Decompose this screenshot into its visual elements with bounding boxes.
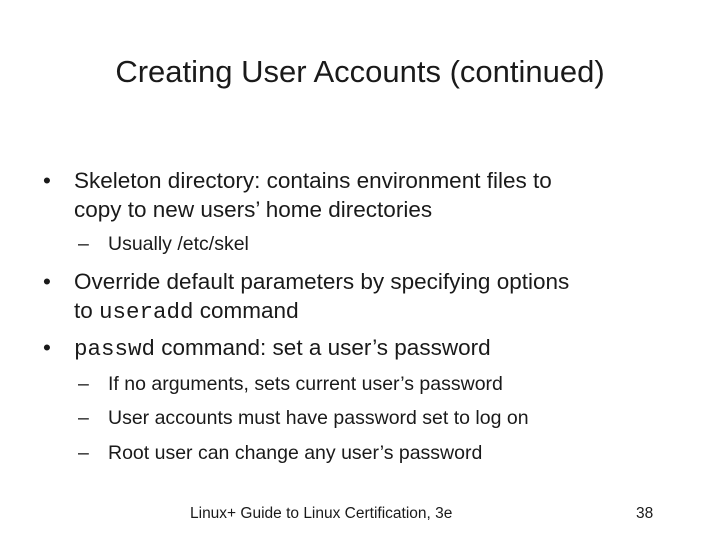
- bullet-skeleton-directory: [32, 166, 692, 224]
- sub-bullet-text: If no arguments, sets current user’s password: [108, 373, 503, 395]
- bullet-marker: •: [43, 335, 51, 360]
- sub-bullet-text: Root user can change any user’s password: [108, 442, 483, 464]
- sub-bullet-password-required: [78, 405, 688, 431]
- bullet-text-post: command: [193, 298, 299, 323]
- code-useradd: useradd: [99, 299, 194, 325]
- sub-bullet-no-arguments: [78, 371, 688, 397]
- bullet-override-defaults: [32, 267, 692, 327]
- bullet-marker: •: [43, 168, 51, 193]
- bullet-line: [74, 333, 692, 364]
- sub-bullet-text: Usually /etc/skel: [108, 233, 249, 255]
- page-number: 38: [636, 505, 654, 522]
- bullet-line: [74, 296, 692, 327]
- sub-bullet-etc-skel: [78, 231, 688, 257]
- sub-bullet-root-user: [78, 440, 688, 466]
- code-passwd: passwd: [74, 336, 156, 362]
- sub-bullet-marker: –: [78, 233, 89, 255]
- bullet-line: Skeleton directory: contains environment files to: [74, 168, 552, 193]
- sub-bullet-marker: –: [78, 373, 89, 395]
- bullet-marker: •: [43, 269, 51, 294]
- sub-bullet-marker: –: [78, 407, 89, 429]
- bullet-text-pre: to: [74, 298, 100, 323]
- footer-source: Linux+ Guide to Linux Certification, 3e: [190, 505, 453, 522]
- slide-title: Creating User Accounts (continued): [115, 54, 605, 89]
- sub-bullet-marker: –: [78, 442, 89, 464]
- bullet-line: Override default parameters by specifying options: [74, 269, 570, 294]
- bullet-line: copy to new users’ home directories: [74, 197, 433, 222]
- sub-bullet-text: User accounts must have password set to log on: [108, 407, 529, 429]
- bullet-text: command: set a user’s password: [155, 335, 491, 360]
- bullet-passwd-command: [32, 333, 692, 364]
